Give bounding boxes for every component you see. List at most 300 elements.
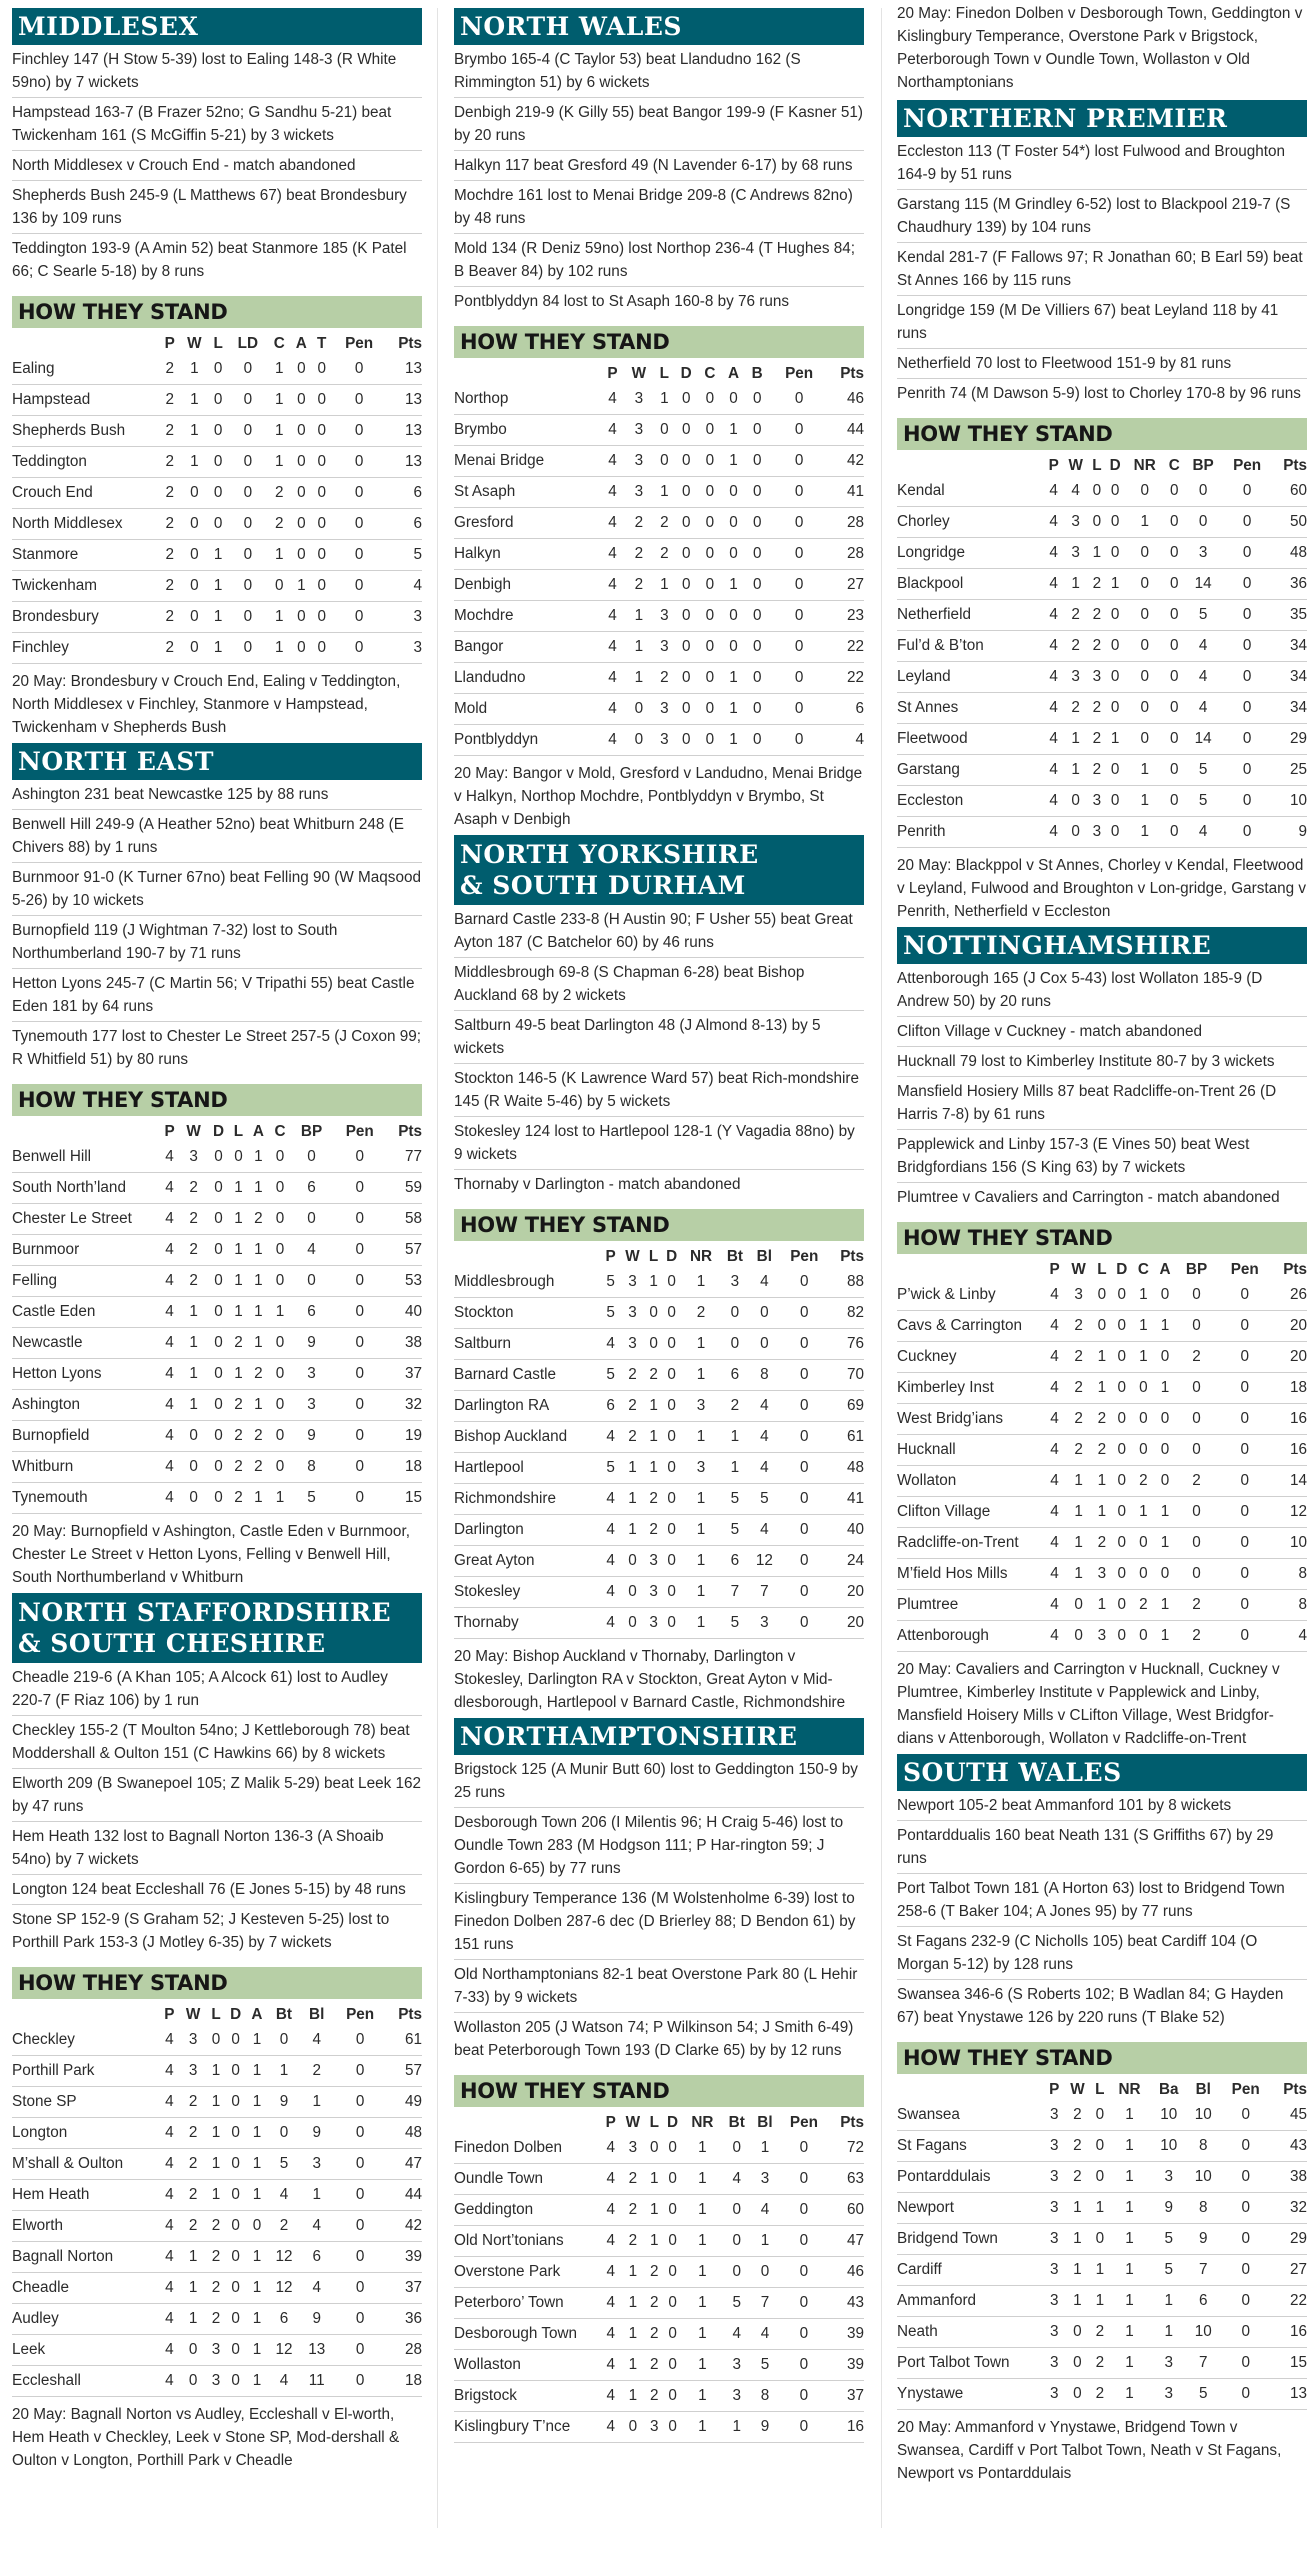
team-name: Chester Le Street: [12, 1204, 160, 1235]
stat-cell: 0: [769, 477, 829, 508]
stat-cell: 5: [721, 1608, 750, 1639]
stat-cell: 4: [160, 1483, 180, 1514]
stat-cell: 1: [1125, 755, 1164, 786]
team-name: Finchley: [12, 633, 160, 664]
stat-cell: 1: [1154, 1311, 1176, 1342]
column-header: P: [1049, 1261, 1060, 1278]
region-title: NOTTINGHAMSHIRE: [897, 927, 1307, 964]
stat-cell: 0: [745, 446, 769, 477]
column-header: NR: [1133, 457, 1156, 474]
stat-cell: 0: [1217, 1466, 1272, 1497]
team-name: Twickenham: [12, 571, 160, 602]
stat-cell: 4: [160, 1204, 180, 1235]
stat-cell: 0: [1164, 600, 1184, 631]
stat-cell: 0: [268, 2118, 301, 2149]
stat-cell: 0: [209, 447, 228, 478]
stat-cell: 1: [1065, 1559, 1093, 1590]
stat-cell: 5: [602, 1453, 620, 1484]
stat-cell: 0: [779, 2288, 829, 2319]
stat-cell: 0: [663, 2164, 683, 2195]
stat-cell: 3: [1045, 2224, 1064, 2255]
stat-cell: 2: [179, 2149, 207, 2180]
stat-cell: 6: [602, 1391, 620, 1422]
stat-cell: 1: [246, 2025, 267, 2056]
stat-cell: 1: [1093, 1466, 1111, 1497]
table-row: [454, 1422, 864, 1453]
stat-cell: 0: [1133, 1373, 1155, 1404]
stat-cell: 0: [769, 601, 829, 632]
stat-cell: 6: [721, 1546, 750, 1577]
stat-cell: 0: [1154, 1404, 1176, 1435]
stat-cell: 0: [620, 1546, 646, 1577]
stat-cell: 0: [1222, 755, 1272, 786]
stat-cell: 0: [749, 1329, 779, 1360]
stat-cell: 0: [779, 1360, 829, 1391]
result-item: Brigstock 125 (A Munir Butt 60) lost to Geddington 150-9 by 25 runs: [454, 1755, 864, 1808]
stat-cell: 3: [681, 1391, 720, 1422]
table-row: [897, 1621, 1307, 1652]
column-header: T: [317, 335, 327, 352]
table-row: [897, 476, 1307, 507]
stat-cell: 4: [602, 1515, 620, 1546]
result-item: Longton 124 beat Eccleshall 76 (E Jones 5-15) by 48 runs: [12, 1875, 422, 1905]
team-name: Ashington: [12, 1390, 160, 1421]
stat-cell: 4: [1045, 1404, 1065, 1435]
points-cell: 35: [1272, 600, 1307, 631]
stat-cell: 0: [674, 601, 698, 632]
table-row: [12, 1421, 422, 1452]
column-header: W: [631, 365, 647, 382]
stat-cell: 2: [207, 2273, 225, 2304]
stat-cell: 0: [674, 446, 698, 477]
team-column-header: [897, 454, 1045, 476]
stat-cell: 2: [160, 478, 180, 509]
stat-cell: 5: [1184, 755, 1222, 786]
table-row: [454, 601, 864, 632]
team-column-header: [897, 1258, 1045, 1280]
stat-cell: 0: [333, 2056, 387, 2087]
stat-cell: 0: [662, 1484, 682, 1515]
result-item: Pontarddualis 160 beat Neath 131 (S Griffiths 67) by 29 runs: [897, 1821, 1307, 1874]
stat-cell: 0: [1125, 600, 1164, 631]
stat-cell: 0: [663, 2381, 683, 2412]
stat-cell: 1: [722, 2412, 751, 2443]
table-row: [12, 571, 422, 602]
stat-cell: 0: [1164, 755, 1184, 786]
result-item: Ashington 231 beat Newcastke 125 by 88 runs: [12, 780, 422, 810]
stat-cell: 1: [620, 2319, 646, 2350]
stat-cell: 3: [620, 2133, 646, 2164]
stat-cell: 0: [722, 2133, 751, 2164]
stat-cell: 1: [683, 2412, 723, 2443]
stat-cell: 0: [331, 602, 387, 633]
result-item: Mochdre 161 lost to Menai Bridge 209-8 (C Andrews 82no) by 48 runs: [454, 181, 864, 234]
stat-cell: 0: [645, 1329, 662, 1360]
column-header: Ba: [1158, 2081, 1179, 2098]
points-cell: 28: [829, 539, 864, 570]
team-name: Bridgend Town: [897, 2224, 1045, 2255]
stat-cell: 5: [1150, 2224, 1187, 2255]
stat-cell: 1: [1105, 569, 1125, 600]
points-cell: 16: [1272, 2317, 1307, 2348]
stat-cell: 1: [248, 1235, 270, 1266]
stat-cell: 11: [300, 2366, 333, 2397]
stat-cell: 0: [769, 570, 829, 601]
stat-cell: 2: [1089, 631, 1106, 662]
table-row: [897, 817, 1307, 848]
points-cell: 3: [387, 602, 422, 633]
table-row: [454, 1267, 864, 1298]
stat-cell: 0: [333, 2025, 387, 2056]
points-cell: 70: [829, 1360, 864, 1391]
stat-cell: 3: [1093, 1621, 1111, 1652]
result-item: Hetton Lyons 245-7 (C Martin 56; V Tripathi 55) beat Castle Eden 181 by 64 runs: [12, 969, 422, 1022]
stat-cell: 1: [1154, 1497, 1176, 1528]
stat-cell: 3: [1063, 538, 1089, 569]
stat-cell: 0: [1105, 693, 1125, 724]
stat-cell: 0: [662, 1577, 682, 1608]
team-column-header: [12, 332, 160, 354]
stat-cell: 0: [1111, 1342, 1133, 1373]
stat-cell: 0: [1219, 2379, 1272, 2410]
stat-cell: 0: [332, 1452, 387, 1483]
stat-cell: 0: [662, 1391, 682, 1422]
stat-cell: 0: [333, 2242, 387, 2273]
stat-cell: 0: [779, 2133, 829, 2164]
result-item: Benwell Hill 249-9 (A Heather 52no) beat Whitburn 248 (E Chivers 88) by 1 runs: [12, 810, 422, 863]
standings-header-row: [454, 2111, 864, 2133]
stat-cell: 3: [623, 446, 654, 477]
stat-cell: 4: [1045, 724, 1063, 755]
stat-cell: 1: [681, 1267, 720, 1298]
column-header: Pen: [790, 1248, 819, 1265]
stat-cell: 2: [1065, 1311, 1093, 1342]
stat-cell: 1: [681, 1546, 720, 1577]
stat-cell: 1: [248, 1142, 270, 1173]
points-cell: 8: [1272, 1590, 1307, 1621]
stat-cell: 0: [663, 2350, 683, 2381]
team-name: Barnard Castle: [454, 1360, 602, 1391]
stat-cell: 0: [1164, 569, 1184, 600]
standings-header-row: [897, 2078, 1307, 2100]
points-cell: 88: [829, 1267, 864, 1298]
stat-cell: 0: [180, 540, 209, 571]
stat-cell: 1: [229, 1204, 247, 1235]
points-cell: 40: [387, 1297, 422, 1328]
team-name: North Middlesex: [12, 509, 160, 540]
column-header: W: [625, 2114, 641, 2131]
fixtures-text: 20 May: Blackppol v St Annes, Chorley v Kendal, Fleetwood v Leyland, Fulwood and Broughton v Lon-gridge, Garstang v Penrith, Netherfield v Eccleston: [897, 857, 1307, 920]
stat-cell: 0: [1133, 1559, 1155, 1590]
stat-cell: 0: [1064, 2379, 1091, 2410]
table-row: [897, 662, 1307, 693]
points-cell: 47: [829, 2226, 864, 2257]
stat-cell: 1: [1154, 1590, 1176, 1621]
column-header: Bl: [1195, 2081, 1211, 2098]
column-header: W: [625, 1248, 640, 1265]
stat-cell: 1: [268, 354, 290, 385]
stat-cell: 0: [1111, 1373, 1133, 1404]
team-name: Radcliffe-on-Trent: [897, 1528, 1045, 1559]
table-row: [897, 507, 1307, 538]
team-name: Penrith: [897, 817, 1045, 848]
region-title: NORTHERN PREMIER: [897, 100, 1307, 137]
result-item: Newport 105-2 beat Ammanford 101 by 8 wickets: [897, 1791, 1307, 1821]
result-item: Teddington 193-9 (A Amin 52) beat Stanmore 185 (K Patel 66; C Searle 5-18) by 8 runs: [12, 240, 407, 280]
stat-cell: 0: [180, 1421, 208, 1452]
stat-cell: 0: [290, 478, 312, 509]
stat-cell: 1: [248, 1483, 270, 1514]
points-cell: 16: [1272, 1404, 1307, 1435]
stat-cell: 0: [227, 509, 268, 540]
stat-cell: 4: [1063, 476, 1089, 507]
stat-cell: 0: [1184, 476, 1222, 507]
stat-cell: 0: [312, 571, 331, 602]
stat-cell: 0: [722, 632, 746, 663]
standings-header-row: [12, 332, 422, 354]
stat-cell: 3: [721, 1267, 750, 1298]
stat-cell: 1: [721, 1453, 750, 1484]
stat-cell: 0: [269, 1328, 291, 1359]
stat-cell: 0: [312, 602, 331, 633]
stat-cell: 0: [662, 1298, 682, 1329]
stat-cell: 0: [208, 1390, 230, 1421]
table-row: [897, 786, 1307, 817]
column-header: D: [213, 1123, 225, 1140]
stat-cell: 1: [229, 1173, 247, 1204]
stat-cell: 0: [209, 416, 228, 447]
stat-cell: 1: [1093, 1373, 1111, 1404]
stat-cell: 1: [207, 2180, 225, 2211]
stat-cell: 3: [1045, 2286, 1064, 2317]
table-row: [12, 2025, 422, 2056]
stat-cell: 0: [180, 571, 209, 602]
stat-cell: 0: [1154, 1342, 1176, 1373]
stat-cell: 0: [246, 2211, 267, 2242]
stat-cell: 0: [1222, 507, 1272, 538]
stat-cell: 7: [1187, 2255, 1219, 2286]
stat-cell: 3: [620, 1298, 646, 1329]
stat-cell: 4: [1184, 693, 1222, 724]
stat-cell: 3: [722, 2350, 751, 2381]
stat-cell: 0: [225, 2056, 246, 2087]
team-name: Leek: [12, 2335, 160, 2366]
column-header: P: [164, 335, 175, 352]
standings-header-row: [12, 1120, 422, 1142]
stat-cell: 2: [229, 1328, 247, 1359]
points-cell: 46: [829, 384, 864, 415]
stat-cell: 4: [602, 1422, 620, 1453]
stat-cell: 0: [620, 1577, 646, 1608]
stat-cell: 2: [229, 1483, 247, 1514]
team-name: Wollaton: [897, 1466, 1045, 1497]
fixtures-text: 20 May: Burnopfield v Ashington, Castle Eden v Burnmoor, Chester Le Street v Hetton Lyons, Felling v Benwell Hill, South Northumberland v Whitburn: [12, 1523, 410, 1586]
table-row: [897, 1466, 1307, 1497]
stat-cell: 0: [663, 2257, 683, 2288]
points-cell: 20: [1272, 1342, 1307, 1373]
stat-cell: 0: [208, 1452, 230, 1483]
stat-cell: 0: [227, 354, 268, 385]
stat-cell: 1: [180, 1390, 208, 1421]
result-item: Checkley 155-2 (T Moulton 54no; J Kettleborough 78) beat Moddershall & Oulton 151 (C Hawkins 66) by 8 wickets: [12, 1716, 422, 1769]
stat-cell: 0: [779, 2319, 829, 2350]
stat-cell: 0: [1154, 1466, 1176, 1497]
stat-cell: 0: [331, 478, 387, 509]
stat-cell: 0: [722, 2257, 751, 2288]
stat-cell: 4: [602, 694, 624, 725]
stat-cell: 3: [646, 2412, 663, 2443]
stat-cell: 1: [1064, 2286, 1091, 2317]
stat-cell: 4: [160, 1297, 180, 1328]
table-row: [12, 2087, 422, 2118]
stat-cell: 0: [1222, 786, 1272, 817]
stat-cell: 0: [1133, 1621, 1155, 1652]
stat-cell: 9: [268, 2087, 301, 2118]
stat-cell: 1: [751, 2226, 778, 2257]
stat-cell: 0: [662, 1546, 682, 1577]
points-cell: 42: [387, 2211, 422, 2242]
stat-cell: 0: [745, 632, 769, 663]
table-row: [12, 2304, 422, 2335]
points-cell: 19: [387, 1421, 422, 1452]
result-item: Denbigh 219-9 (K Gilly 55) beat Bangor 199-9 (F Kasner 51) by 20 runs: [454, 98, 864, 151]
points-cell: 28: [829, 508, 864, 539]
stat-cell: 0: [1125, 662, 1164, 693]
section-northamptonshire: [454, 1718, 864, 2443]
table-row: [454, 415, 864, 446]
stat-cell: 2: [268, 2211, 301, 2242]
points-cell: 57: [387, 2056, 422, 2087]
stat-cell: 4: [160, 1359, 180, 1390]
stat-cell: 3: [1184, 538, 1222, 569]
stat-cell: 0: [332, 1142, 387, 1173]
column-header: C: [1137, 1261, 1149, 1278]
stat-cell: 0: [721, 1329, 750, 1360]
standings-header-row: [12, 2003, 422, 2025]
stat-cell: 0: [1217, 1590, 1272, 1621]
table-row: [12, 416, 422, 447]
stat-cell: 0: [1217, 1621, 1272, 1652]
team-name: Cavs & Carrington: [897, 1311, 1045, 1342]
points-cell: 61: [387, 2025, 422, 2056]
stat-cell: 0: [269, 1204, 291, 1235]
column-header: L: [213, 335, 223, 352]
stat-cell: 0: [1065, 1590, 1093, 1621]
table-row: [12, 1359, 422, 1390]
result-item: Swansea 346-6 (S Roberts 102; B Wadlan 84; G Hayden 67) beat Ynystawe 126 by 220 runs (T Blake 52): [897, 1986, 1284, 2026]
table-row: [454, 1391, 864, 1422]
points-cell: 72: [829, 2133, 864, 2164]
stat-cell: 1: [1109, 2317, 1151, 2348]
stat-cell: 0: [779, 2226, 829, 2257]
stat-cell: 2: [645, 1360, 662, 1391]
stat-cell: 0: [331, 416, 387, 447]
table-row: [454, 2226, 864, 2257]
stat-cell: 7: [751, 2288, 778, 2319]
stat-cell: 1: [1065, 1466, 1093, 1497]
table-row: [454, 384, 864, 415]
stat-cell: 5: [602, 1298, 620, 1329]
stat-cell: 0: [180, 1452, 208, 1483]
team-name: Stockton: [454, 1298, 602, 1329]
stat-cell: 0: [180, 602, 209, 633]
stat-cell: 0: [623, 694, 654, 725]
stat-cell: 6: [268, 2304, 301, 2335]
table-row: [12, 447, 422, 478]
stat-cell: 0: [1222, 693, 1272, 724]
stat-cell: 0: [674, 539, 698, 570]
stat-cell: 4: [602, 2319, 620, 2350]
stat-cell: 0: [1176, 1528, 1218, 1559]
standings-header-row: [454, 1245, 864, 1267]
stat-cell: 4: [291, 1235, 333, 1266]
stat-cell: 0: [1164, 662, 1184, 693]
stat-cell: 2: [179, 2211, 207, 2242]
stat-cell: 2: [1091, 2348, 1109, 2379]
stat-cell: 0: [291, 1142, 333, 1173]
points-cell: 10: [1272, 786, 1307, 817]
stat-cell: 0: [1064, 2348, 1091, 2379]
stat-cell: 4: [1184, 817, 1222, 848]
stat-cell: 0: [312, 509, 331, 540]
stat-cell: 0: [779, 2412, 829, 2443]
stat-cell: 0: [312, 633, 331, 664]
table-row: [12, 1297, 422, 1328]
stat-cell: 0: [209, 385, 228, 416]
region-title: SOUTH WALES: [897, 1754, 1307, 1791]
stat-cell: 4: [602, 2133, 620, 2164]
points-cell: 27: [1272, 2255, 1307, 2286]
column-header: P: [605, 2114, 616, 2131]
stat-cell: 0: [698, 570, 722, 601]
stat-cell: 0: [662, 1453, 682, 1484]
stat-cell: 0: [332, 1359, 387, 1390]
column-divider: [437, 8, 438, 2528]
table-row: [454, 2257, 864, 2288]
stat-cell: 0: [291, 1266, 333, 1297]
team-name: Cuckney: [897, 1342, 1045, 1373]
stat-cell: 1: [180, 385, 209, 416]
stat-cell: 0: [225, 2087, 246, 2118]
stat-cell: 0: [662, 1360, 682, 1391]
stat-cell: 4: [751, 2319, 778, 2350]
team-name: Denbigh: [454, 570, 602, 601]
team-name: Clifton Village: [897, 1497, 1045, 1528]
stat-cell: 0: [745, 477, 769, 508]
table-row: [12, 1204, 422, 1235]
stat-cell: 3: [645, 1577, 662, 1608]
stat-cell: 0: [1164, 538, 1184, 569]
table-row: [454, 1577, 864, 1608]
team-name: Felling: [12, 1266, 160, 1297]
stat-cell: 0: [779, 1608, 829, 1639]
stat-cell: 0: [1176, 1404, 1218, 1435]
stat-cell: 2: [1089, 693, 1106, 724]
section-north-yorkshire: [454, 835, 864, 1718]
fixtures-text: 20 May: Bagnall Norton vs Audley, Eccleshall v El-worth, Hem Heath v Checkley, Leek v Stone SP, Mod-dershall & Oulton v Longton, Porthill Park v Cheadle: [12, 2406, 400, 2469]
standings-header-row: [897, 1258, 1307, 1280]
table-row: [454, 663, 864, 694]
stat-cell: 4: [160, 2056, 180, 2087]
stat-cell: 0: [722, 2226, 751, 2257]
stat-cell: 0: [1222, 476, 1272, 507]
table-row: [897, 2193, 1307, 2224]
stat-cell: 0: [208, 1328, 230, 1359]
stat-cell: 0: [332, 1204, 387, 1235]
stat-cell: 5: [602, 1267, 620, 1298]
results-list: [897, 964, 1307, 1212]
standings-table: [12, 2003, 422, 2397]
